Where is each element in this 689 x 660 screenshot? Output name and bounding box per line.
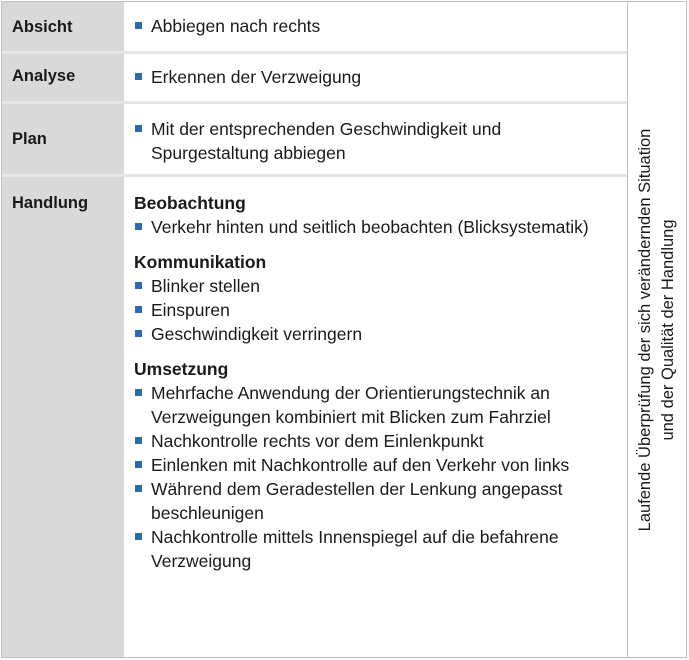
list-item: Abbiegen nach rechts <box>134 14 617 38</box>
group-umsetzung <box>134 357 601 573</box>
row-label <box>2 177 124 657</box>
row-handlung <box>2 177 627 657</box>
list-item: Nachkontrolle mittels Innenspiegel auf die befahrene Verzweigung <box>134 525 601 573</box>
list-item: Während dem Geradestellen der Lenkung angepasst beschleunigen <box>134 477 601 525</box>
side-line-1: Laufende Überprüfung der sich verändernden Situation <box>636 128 654 531</box>
list-item: Mit der entsprechenden Geschwindigkeit und Spurgestaltung abbiegen <box>134 117 597 165</box>
label-plan: Plan <box>12 130 47 148</box>
row-content <box>124 54 627 101</box>
group-kommunikation <box>134 250 601 346</box>
row-analyse <box>2 54 627 101</box>
list-item: Geschwindigkeit verringern <box>134 322 601 346</box>
list-item: Verkehr hinten und seitlich beobachten (Blicksystematik) <box>134 215 601 239</box>
group-title: Umsetzung <box>134 359 229 379</box>
row-content <box>124 2 627 51</box>
label-handlung: Handlung <box>12 194 89 212</box>
label-analyse: Analyse <box>12 67 76 85</box>
list-item: Nachkontrolle rechts vor dem Einlenkpunkt <box>134 429 601 453</box>
group-beobachtung <box>134 191 601 239</box>
list-item: Einspuren <box>134 298 601 322</box>
row-content <box>124 177 627 657</box>
list-item: Einlenken mit Nachkontrolle auf den Verkehr von links <box>134 453 601 477</box>
group-title: Beobachtung <box>134 193 246 213</box>
row-label <box>2 54 124 101</box>
row-absicht <box>2 2 627 51</box>
side-line-2: und der Qualität der Handlung <box>659 218 677 441</box>
row-plan <box>2 104 627 174</box>
side-vertical-text <box>634 70 680 590</box>
row-content <box>124 104 627 174</box>
label-absicht: Absicht <box>12 18 73 36</box>
list-item: Mehrfache Anwendung der Orientierungstechnik an Verzweigungen kombiniert mit Blicken zum Fahrziel <box>134 381 601 429</box>
list-item: Erkennen der Verzweigung <box>134 65 617 89</box>
side-column <box>627 2 686 657</box>
group-title: Kommunikation <box>134 252 267 272</box>
row-label <box>2 104 124 174</box>
list-item: Blinker stellen <box>134 274 601 298</box>
row-label <box>2 2 124 51</box>
table-frame <box>1 1 687 658</box>
